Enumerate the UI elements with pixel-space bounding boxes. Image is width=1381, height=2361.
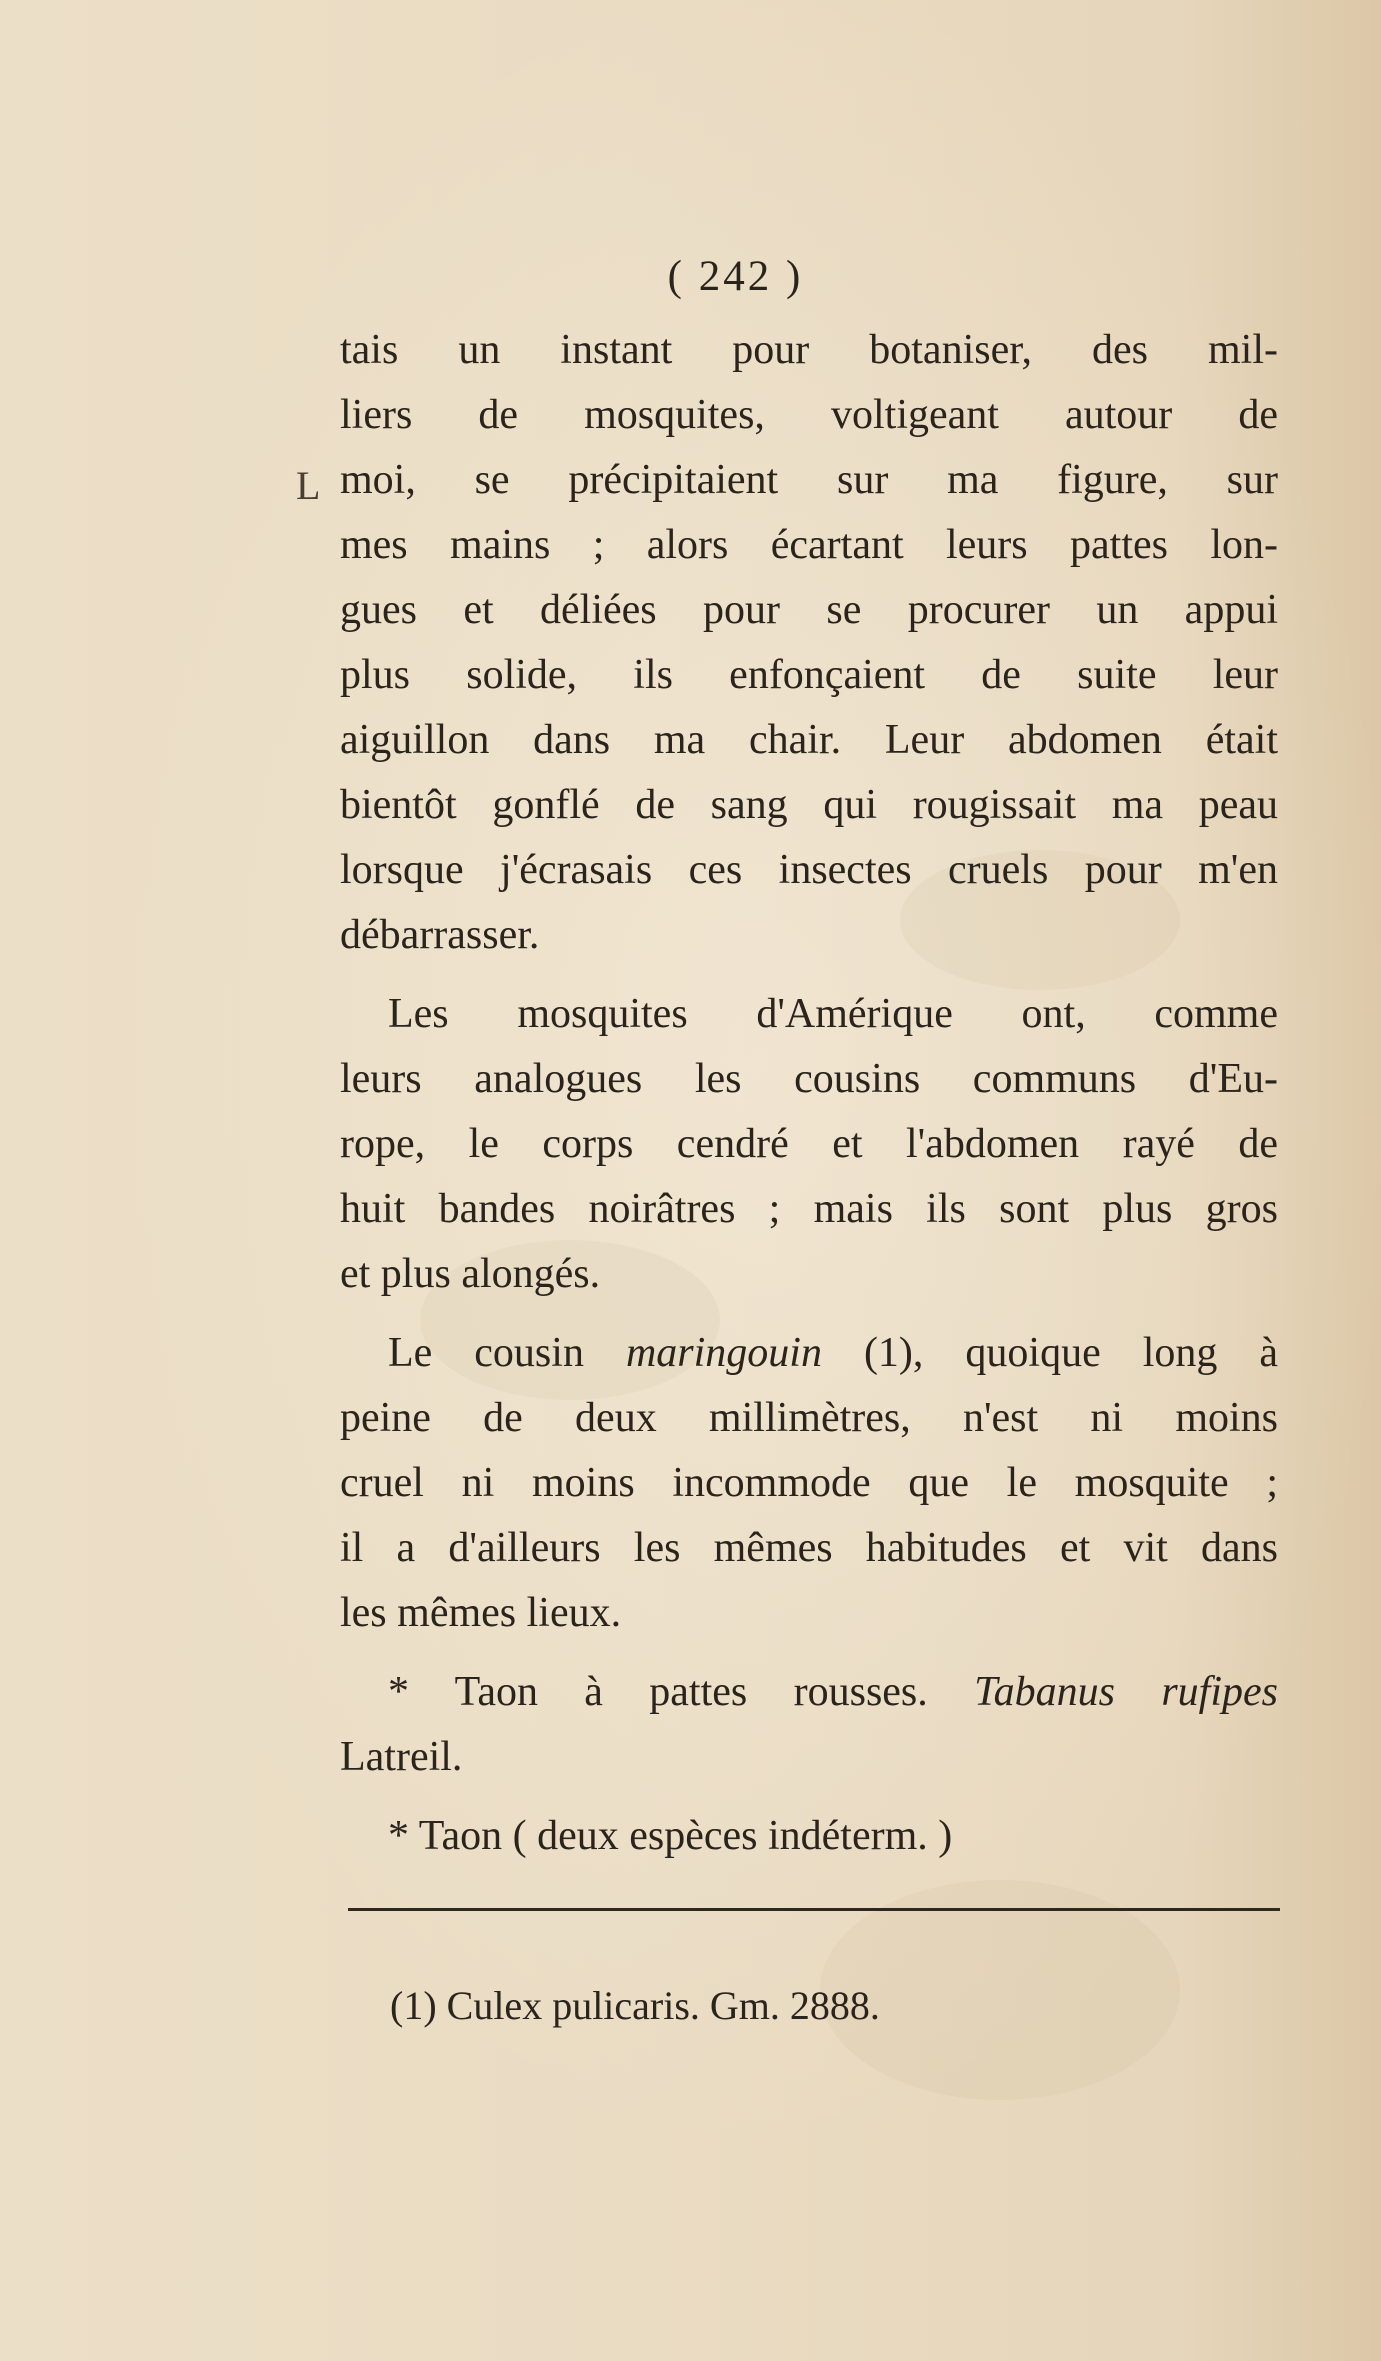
text-line: * Taon ( deux espèces indéterm. ) <box>388 1813 953 1859</box>
text-line: il a d'ailleurs les mêmes habitudes et vit dans <box>340 1525 1278 1571</box>
text-line: rope, le corps cendré et l'abdomen rayé de <box>340 1121 1278 1167</box>
text-line: débarrasser. <box>340 912 540 958</box>
italic-term: maringouin <box>625 1330 822 1376</box>
text-run: * Taon à pattes rousses. <box>388 1669 975 1715</box>
text-line <box>340 1321 1278 1386</box>
text-line: Les mosquites d'Amérique ont, comme <box>388 991 1278 1037</box>
page-number: ( 242 ) <box>667 253 804 300</box>
paragraph-1 <box>340 318 1278 968</box>
text-line: huit bandes noirâtres ; mais ils sont plus gros <box>340 1186 1278 1232</box>
text-run: Le cousin <box>388 1330 626 1376</box>
text-line: Latreil. <box>340 1734 463 1780</box>
footnote-rule <box>348 1908 1280 1911</box>
text-line: aiguillon dans ma chair. Leur abdomen était <box>340 717 1278 763</box>
italic-term: Tabanus rufipes <box>974 1669 1278 1715</box>
footnote: (1) Culex pulicaris. Gm. 2888. <box>390 1983 880 2028</box>
text-line: peine de deux millimètres, n'est ni moins <box>340 1395 1278 1441</box>
text-line: les mêmes lieux. <box>340 1590 622 1636</box>
body-text <box>340 318 1278 1869</box>
margin-annotation: L <box>296 463 321 508</box>
text-line: lorsque j'écrasais ces insectes cruels pour m'en <box>340 847 1278 893</box>
paragraph-3 <box>340 1321 1278 1646</box>
text-run: (1), quoique long à <box>821 1330 1279 1376</box>
text-line: leurs analogues les cousins communs d'Eu- <box>340 1056 1278 1102</box>
text-line: liers de mosquites, voltigeant autour de <box>340 392 1278 438</box>
text-line: bientôt gonflé de sang qui rougissait ma peau <box>340 782 1278 828</box>
paragraph-2 <box>340 982 1278 1307</box>
text-line: cruel ni moins incommode que le mosquite ; <box>340 1460 1278 1506</box>
paragraph-5 <box>340 1804 1278 1869</box>
text-line: plus solide, ils enfonçaient de suite leur <box>340 652 1278 698</box>
text-line: et plus alongés. <box>340 1251 601 1297</box>
paragraph-4 <box>340 1660 1278 1790</box>
text-line: gues et déliées pour se procurer un appui <box>340 587 1278 633</box>
text-line: mes mains ; alors écartant leurs pattes lon- <box>340 522 1278 568</box>
text-line: moi, se précipitaient sur ma figure, sur <box>340 457 1278 503</box>
text-line <box>340 1660 1278 1725</box>
text-line: tais un instant pour botaniser, des mil- <box>340 327 1278 373</box>
